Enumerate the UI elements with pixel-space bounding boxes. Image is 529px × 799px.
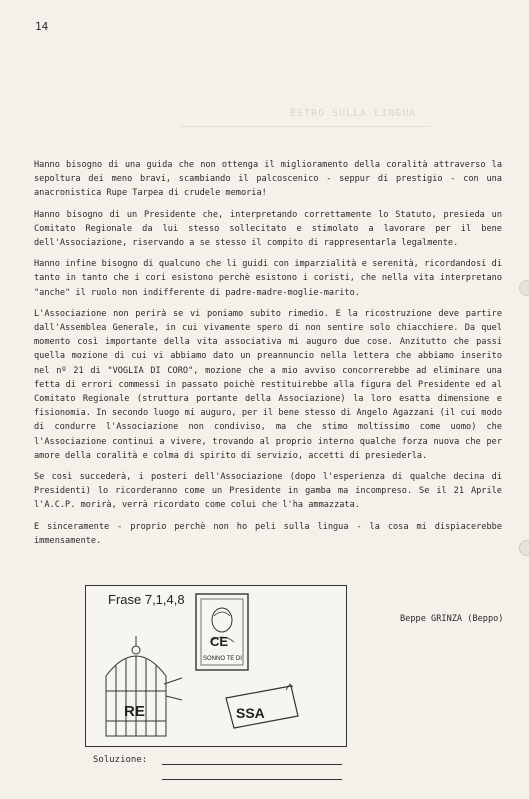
paragraph-4: L'Associazione non perirà se vi poniamo subito rimedio. E la ricostruzione deve partire dall'Assemblea Generale, in cui vivamente spero di non sentire solo chiacchiere. Da quel momento così importante della vita associativa mi auguro due cose. Anzitutto che passi quella mozione di cui vi abbiamo dato un preannuncio nella lettera che abbiamo inserito nel nº 21 di "VOGLIA DI CORO", mozione che a mio avviso concorrerebbe ad eliminare una fetta di errori commessi in passato poichè restituirebbe alla figura del Presidente ed al Comitato Regionale (struttura portante della Associazione) la loro esatta dimensione e fisionomia. In secondo luogo mi auguro, per il bene stesso di Angelo Agazzani (il cui modo di condurre l'Associazione non condiviso, ma che stimo moltissimo come uomo) che l'Associazione continui a vivere, trovando al proprio interno qualche forza nuova che per amore della coralità e colma di spirito di servizio, accetti di presiederla. [34,308,502,461]
paragraph-6: E sinceramente - proprio perchè non ho peli sulla lingua - la cosa mi dispiacerebbe immensamente. [34,521,502,546]
solution-line-2 [162,779,342,780]
paragraph-2: Hanno bisogno di un Presidente che, interpretando correttamente lo Statuto, presieda un Comitato Regionale da lui stesso sollecitato e stimolato a lavorare per il bene dell'Associazione, riservando a se stesso il compito di rappresentarla legalmente. [34,209,502,249]
portrait-frame-icon [196,594,248,670]
bird-cage-icon [106,636,182,736]
ticket-letters: SSA [236,705,265,721]
soluzione-label: Soluzione: [93,755,148,765]
ticket-icon [226,684,298,728]
paragraph-3: Hanno infine bisogno di qualcuno che li guidi con imparzialità e serenità, ricordandosi di tanto in tanto che i cori esistono perchè esistono i coristi, che nella vita interpretano "anche" il ruolo non indifferente di padre-madre-moglie-marito. [34,259,502,298]
rebus-frase: Frase 7,1,4,8 [108,592,185,607]
paragraph-1: Hanno bisogno di una guida che non ottenga il miglioramento della coralità attraverso la sepoltura dei meno bravi, scambiando il palcoscenico - seppur di prestigio - con una anacronistica Rupe Tarpea di crudele memoria! [34,160,502,199]
article-body [34,158,502,555]
rebus-puzzle [85,585,347,747]
punch-hole-lower [519,540,529,556]
page-number: 14 [35,20,49,33]
punch-hole-upper [519,280,529,296]
solution-line-1 [162,764,342,765]
portrait-caption: SONNO TE DI [203,656,242,662]
bleed-through-line [180,126,430,127]
author-signature: Beppe GRINZA (Beppo) [400,614,504,624]
bleed-through-title: ESTRO SULLA LINGUA [290,108,417,119]
rebus-drawing [86,586,346,746]
portrait-letters: CE [210,634,229,649]
paragraph-5: Se così succederà, i posteri dell'Associazione (dopo l'esperienza di qualche decina di Presidenti) lo ricorderanno come un Presidente in gamba ma incompreso. Se il 21 Aprile l'A.C.P. morirà, verrà ricordato come colui che l'ha ammazzata. [34,472,502,511]
cage-letters: RE [124,703,145,720]
